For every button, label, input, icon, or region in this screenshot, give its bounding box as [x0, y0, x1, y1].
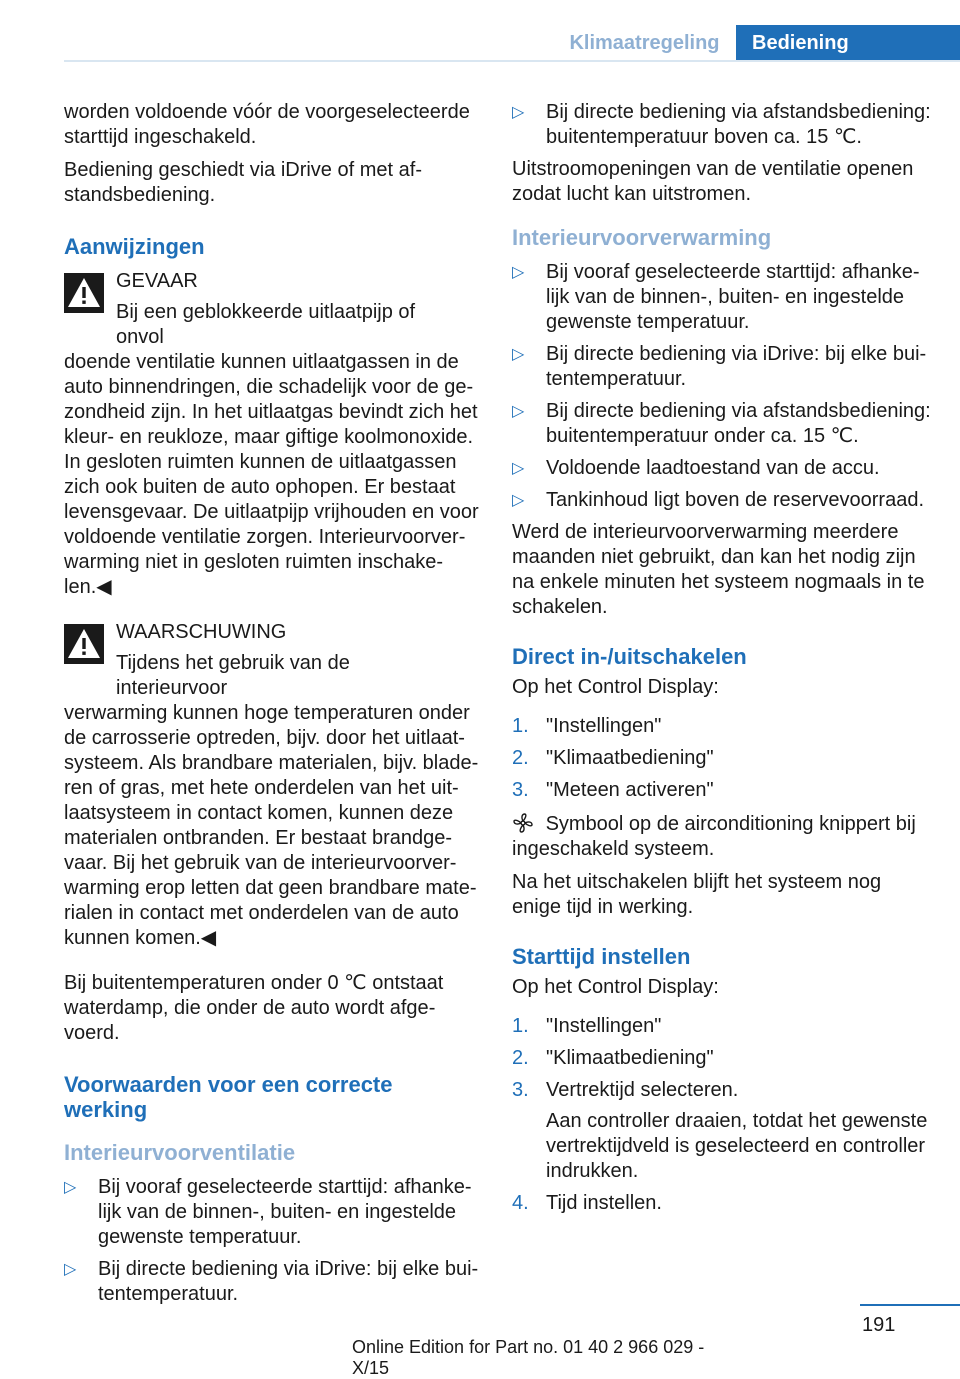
footer-edition: Online Edition for Part no. 01 40 2 966 029 - X/15 [352, 1337, 705, 1378]
list-item-text: Bij directe bediening via iDrive: bij elke buitentemperatuur. [98, 1258, 479, 1305]
heading-ventilatie: Interieurvoorventilatie [64, 1140, 296, 1165]
list-item [512, 1014, 932, 1039]
fan-symbol-text: Symbool op de airconditioning knippert bij ingeschakeld systeem. [512, 813, 916, 860]
cold-paragraph: Bij buitentemperaturen onder 0 ℃ ontstaat waterdamp, die onder de auto wordt afgevoerd. [64, 972, 444, 1044]
triangle-bullet-icon: ▷ [512, 460, 525, 477]
ventilation-conditions-list [64, 1175, 480, 1307]
list-item [512, 100, 932, 150]
list-item-subtext: Aan controller draaien, totdat het gewenste vertrektijdveld is geselecteerd en controller indrukken. [546, 1110, 928, 1182]
fan-symbol-paragraph [512, 810, 932, 862]
triangle-bullet-icon: ▷ [512, 264, 525, 281]
step-number: 4. [512, 1192, 529, 1214]
triangle-bullet-icon: ▷ [512, 104, 525, 121]
footer-divider [860, 1304, 960, 1306]
warning-title: WAARSCHUWING [116, 621, 287, 643]
page-number: 191 [862, 1314, 896, 1336]
right-column [512, 100, 932, 1223]
list-item-text: "Meteen activeren" [546, 779, 714, 801]
ventilation-paragraph: Uitstroomopeningen van de ventilatie openen zodat lucht kan uitstromen. [512, 158, 914, 205]
warning-block-caution [64, 620, 480, 951]
direct-steps-list [512, 714, 932, 803]
list-item [512, 1078, 932, 1184]
list-item [512, 1046, 932, 1071]
start-intro: Op het Control Display: [512, 976, 719, 998]
heating-paragraph: Werd de interieurvoorverwarming meerdere maanden niet gebruikt, dan kan het nodig zijn na enkele minuten het systeem nogmaals in te schakelen. [512, 521, 925, 618]
heading-voorwaarden: Voorwaarden voor een correcte werking [64, 1072, 393, 1122]
intro-paragraph-1: worden voldoende vóór de voorgeselecteerde starttijd ingeschakeld. [64, 101, 470, 148]
list-item [512, 260, 932, 335]
triangle-bullet-icon: ▷ [512, 403, 525, 420]
warning-text: doende ventilatie kunnen uitlaatgassen in de auto binnendringen, die schadelijk voor de gezondheid zijn. In het uitlaatgas bevindt zich het kleur- en reukloze, maar giftige koolmonoxide. In gesloten ruimten kunnen de uitlaatgassen zich ook buiten de auto ophopen. Er bestaat levensgevaar. De uitlaatpijp vrijhouden en voor voldoende ventilatie zorgen. Interieurvoorverwarming niet in gesloten ruimten inschakelen.◀ [64, 351, 479, 598]
list-item-text: Vertrektijd selecteren. [546, 1079, 739, 1101]
list-item-text: Bij directe bediening via afstandsbediening: buitentemperatuur boven ca. 15 ℃. [546, 101, 931, 148]
list-item [64, 1257, 480, 1307]
list-item [512, 1191, 932, 1216]
list-item-text: Voldoende laadtoestand van de accu. [546, 457, 880, 479]
triangle-bullet-icon: ▷ [512, 492, 525, 509]
list-item [512, 746, 932, 771]
list-item-text: Tijd instellen. [546, 1192, 662, 1214]
list-item-text: "Instellingen" [546, 1015, 662, 1037]
header-divider [64, 60, 960, 62]
list-item-text: "Klimaatbediening" [546, 747, 714, 769]
warning-title: GEVAAR [116, 270, 198, 292]
list-item [512, 342, 932, 392]
warning-triangle-icon [64, 624, 104, 664]
list-item-text: Bij directe bediening via iDrive: bij elke buitentemperatuur. [546, 343, 927, 390]
step-number: 1. [512, 1015, 529, 1037]
heading-starttijd: Starttijd instellen [512, 944, 691, 969]
direct-intro: Op het Control Display: [512, 676, 719, 698]
step-number: 2. [512, 1047, 529, 1069]
ventilation-conditions-list-cont [512, 100, 932, 150]
list-item [512, 456, 932, 481]
warning-block-danger [64, 269, 480, 600]
list-item-text: Bij vooraf geselecteerde starttijd: afhankelijk van de binnen-, buiten- en ingestelde gewenste temperatuur. [546, 261, 920, 333]
header-chapter-tab: Bediening [736, 25, 960, 61]
list-item-text: Bij vooraf geselecteerde starttijd: afhankelijk van de binnen-, buiten- en ingestelde gewenste temperatuur. [98, 1176, 472, 1248]
heading-direct: Direct in-/uitschakelen [512, 644, 747, 669]
list-item [512, 488, 932, 513]
start-steps-list [512, 1014, 932, 1216]
step-number: 3. [512, 779, 529, 801]
list-item [512, 778, 932, 803]
list-item [64, 1175, 480, 1250]
step-number: 3. [512, 1079, 529, 1101]
warning-first-line: Bij een geblokkeerde uitlaatpijp of onvol [116, 301, 416, 348]
warning-triangle-icon [64, 273, 104, 313]
triangle-bullet-icon: ▷ [512, 346, 525, 363]
list-item-text: Tankinhoud ligt boven de reservevoorraad. [546, 489, 925, 511]
heating-conditions-list [512, 260, 932, 513]
warning-text: verwarming kunnen hoge temperaturen onder de carrosserie optreden, bijv. door het uitlaatsysteem. Als brandbare materialen, bijv. bladeren of gras, met hete onderdelen van het uitlaatsysteem in contact komen, kunnen deze materialen ontbranden. Er bestaat brandgevaar. Bij het gebruik van de interieurvoorverwarming erop letten dat geen brandbare materialen in contact met onderdelen van de auto kunnen komen.◀ [64, 702, 479, 949]
fan-icon [512, 812, 534, 834]
list-item [512, 714, 932, 739]
direct-after-paragraph: Na het uitschakelen blijft het systeem nog enige tijd in werking. [512, 871, 882, 918]
header-section-tab: Klimaatregeling [569, 32, 720, 54]
warning-first-line: Tijdens het gebruik van de interieurvoor [116, 652, 350, 699]
triangle-bullet-icon: ▷ [64, 1261, 77, 1278]
list-item-text: "Instellingen" [546, 715, 662, 737]
heading-aanwijzingen: Aanwijzingen [64, 234, 205, 259]
triangle-bullet-icon: ▷ [64, 1179, 77, 1196]
intro-paragraph-2: Bediening geschiedt via iDrive of met afstandsbediening. [64, 159, 422, 206]
heading-verwarming: Interieurvoorverwarming [512, 225, 772, 250]
step-number: 1. [512, 715, 529, 737]
list-item [512, 399, 932, 449]
list-item-text: Bij directe bediening via afstandsbediening: buitentemperatuur onder ca. 15 ℃. [546, 400, 931, 447]
step-number: 2. [512, 747, 529, 769]
list-item-text: "Klimaatbediening" [546, 1047, 714, 1069]
left-column [64, 100, 480, 1314]
